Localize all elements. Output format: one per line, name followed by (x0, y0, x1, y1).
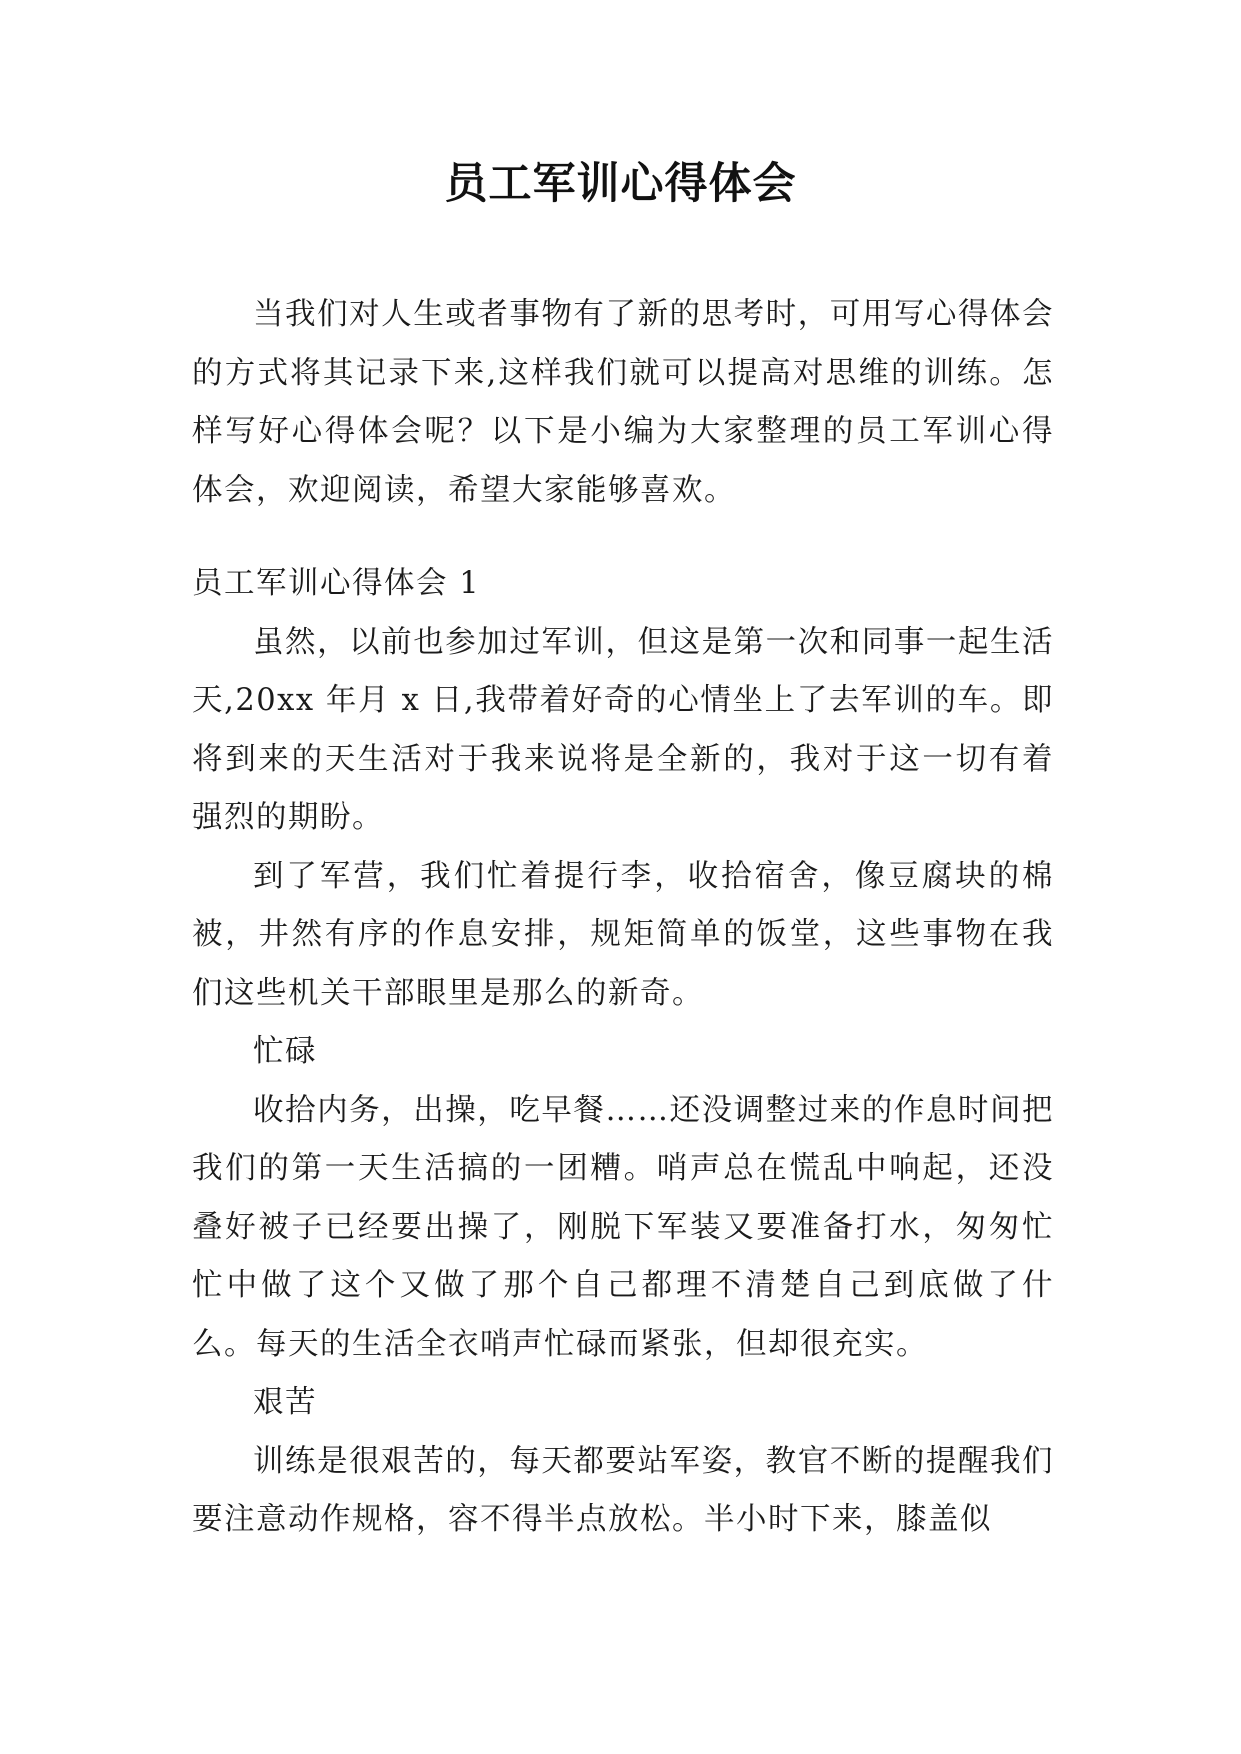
subheading: 艰苦 (253, 1385, 317, 1420)
subheading: 忙碌 (253, 1034, 317, 1069)
body-paragraph: 收拾内务，出操，吃早餐……还没调整过来的作息时间把我们的第一天生活搞的一团糟。哨声总在慌乱中响起，还没叠好被子已经要出操了，刚脱下军装又要准备打水，匆匆忙忙中做了这个又做了那个自己都理不清楚自己到底做了什么。每天的生活全衣哨声忙碌而紧张，但却很充实。 (192, 1092, 1054, 1362)
document-body (192, 286, 1054, 1550)
document-title: 员工军训心得体会 (444, 159, 797, 209)
body-paragraph: 训练是很艰苦的，每天都要站军姿，教官不断的提醒我们要注意动作规格，容不得半点放松。半小时下来，膝盖似 (192, 1443, 1054, 1537)
body-paragraph: 虽然，以前也参加过军训，但这是第一次和同事一起生活天,20xx 年月 x 日,我带着好奇的心情坐上了去军训的车。即将到来的天生活对于我来说将是全新的，我对于这一切有着强烈的期盼。 (192, 624, 1054, 835)
intro-paragraph: 当我们对人生或者事物有了新的思考时，可用写心得体会的方式将其记录下来,这样我们就可以提高对思维的训练。怎样写好心得体会呢？以下是小编为大家整理的员工军训心得体会，欢迎阅读，希望大家能够喜欢。 (192, 297, 1054, 508)
body-paragraph: 到了军营，我们忙着提行李，收拾宿舍，像豆腐块的棉被，井然有序的作息安排，规矩简单的饭堂，这些事物在我们这些机关干部眼里是那么的新奇。 (192, 858, 1054, 1011)
section-heading: 员工军训心得体会 1 (192, 566, 481, 601)
